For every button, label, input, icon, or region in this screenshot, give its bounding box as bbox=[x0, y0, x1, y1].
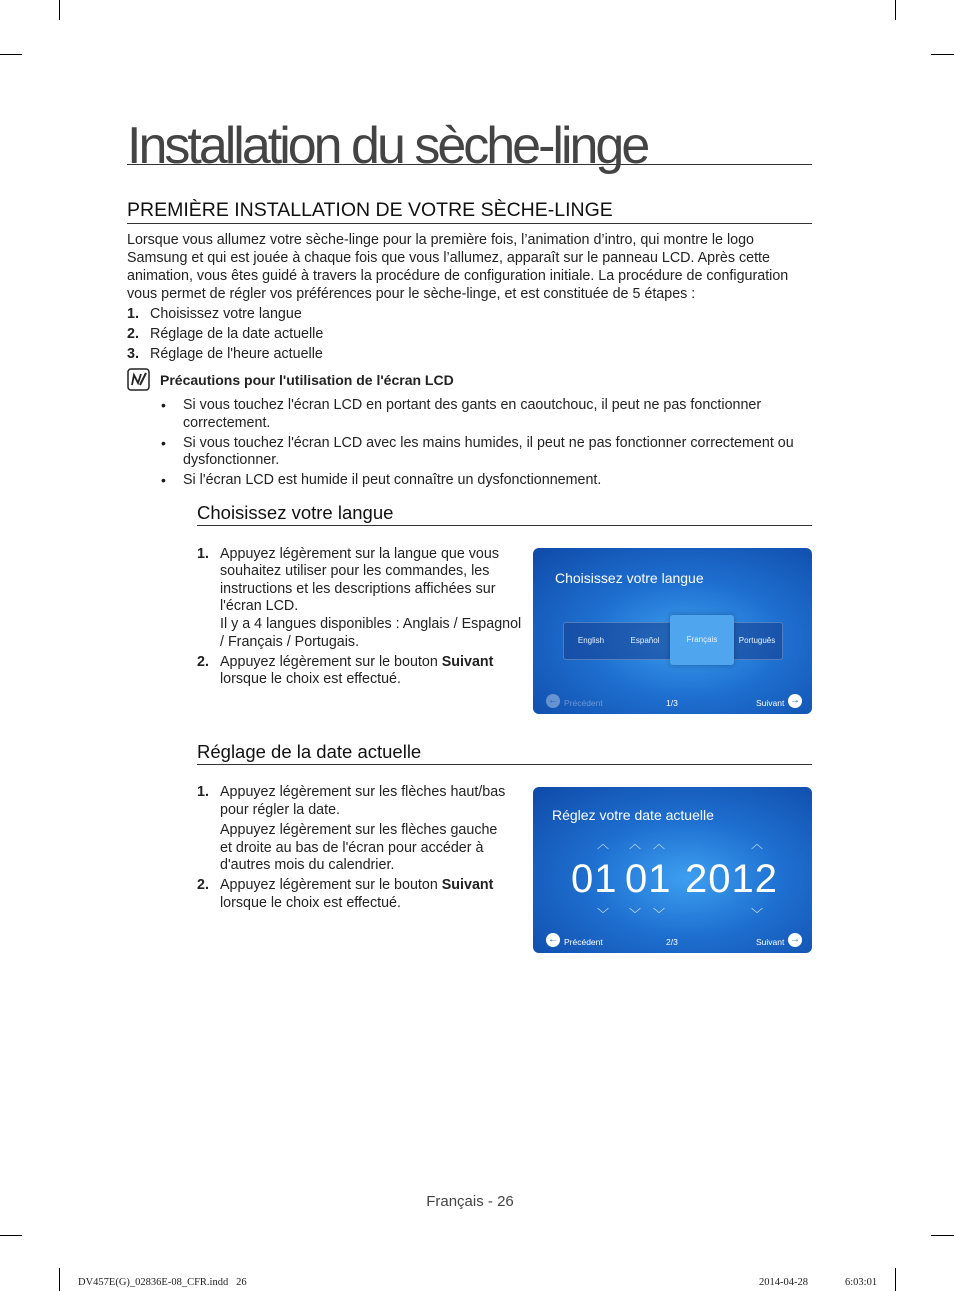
slug-date: 2014-04-28 bbox=[759, 1277, 808, 1288]
step-text: Appuyez légèrement sur la langue que vous bbox=[220, 546, 499, 562]
bullet-text: Si vous touchez l'écran LCD avec les mains humides, il peut ne pas fonctionner correctement ou bbox=[183, 435, 794, 451]
slug-time: 6:03:01 bbox=[845, 1277, 878, 1288]
step-text: pour régler la date. bbox=[220, 802, 341, 818]
month-up-arrow-icon[interactable]: ︿ bbox=[597, 837, 610, 851]
day-down-arrow-icon[interactable]: ﹀ bbox=[629, 907, 642, 921]
step-text: souhaitez utiliser pour les commandes, les bbox=[220, 563, 490, 579]
language-screen bbox=[533, 548, 812, 714]
page-indicator: 2/3 bbox=[666, 937, 678, 947]
crop-mark bbox=[895, 0, 896, 20]
page-footer: Français - 26 bbox=[426, 1193, 514, 1210]
step-number: 3. bbox=[127, 346, 139, 362]
year-up-arrow-icon[interactable]: ︿ bbox=[751, 837, 764, 851]
day-value: 01 bbox=[625, 857, 672, 901]
step-text: Appuyez légèrement sur les flèches gauche bbox=[220, 822, 498, 838]
page-title: Installation du sèche-linge bbox=[127, 118, 812, 165]
year-down-arrow-icon[interactable]: ﹀ bbox=[751, 907, 764, 921]
step-text: l'écran LCD. bbox=[220, 598, 299, 614]
month-down-arrow-icon[interactable]: ﹀ bbox=[597, 907, 610, 921]
step-text: Réglage de la date actuelle bbox=[150, 326, 324, 342]
step-text: Réglage de l'heure actuelle bbox=[150, 346, 323, 362]
screen-title: Réglez votre date actuelle bbox=[552, 807, 714, 823]
step-text: instructions et les descriptions affichées sur bbox=[220, 581, 496, 597]
language-option-espanol[interactable]: Español bbox=[630, 636, 660, 645]
bullet-dot: • bbox=[161, 435, 166, 451]
step-text: Choisissez votre langue bbox=[150, 306, 302, 322]
bullet-text: dysfonctionner. bbox=[183, 452, 280, 468]
step-text bbox=[220, 876, 493, 894]
day-up-arrow-icon[interactable]: ︿ bbox=[629, 837, 642, 851]
step-text: Il y a 4 langues disponibles : Anglais / Espagnol bbox=[220, 616, 522, 632]
step-text: et droite au bas de l'écran pour accéder à bbox=[220, 840, 484, 856]
forward-arrow-icon[interactable]: → bbox=[790, 934, 800, 945]
bullet-dot: • bbox=[161, 472, 166, 488]
step-number: 1. bbox=[127, 306, 139, 322]
slug-file: DV457E(G)_02836E-08_CFR.indd 26 bbox=[78, 1277, 247, 1288]
step-text: lorsque le choix est effectué. bbox=[220, 895, 401, 911]
prev-button-label[interactable]: Précédent bbox=[564, 937, 603, 947]
date-heading: Réglage de la date actuelle bbox=[197, 741, 812, 765]
language-option-english[interactable]: English bbox=[577, 636, 605, 645]
crop-mark bbox=[0, 1235, 22, 1236]
crop-mark bbox=[0, 54, 22, 55]
page-indicator: 1/3 bbox=[666, 698, 678, 708]
section-heading: PREMIÈRE INSTALLATION DE VOTRE SÈCHE-LINGE bbox=[127, 198, 812, 224]
crop-mark bbox=[59, 1268, 60, 1291]
intro-line: Lorsque vous allumez votre sèche-linge pour la première fois, l’animation d’intro, qui montre le logo bbox=[127, 232, 755, 248]
suivant-label: Suivant bbox=[441, 877, 494, 893]
crop-mark bbox=[931, 1235, 954, 1236]
date-screen bbox=[533, 787, 812, 953]
step-number: 1. bbox=[197, 546, 209, 562]
month-value: 01 bbox=[571, 857, 618, 901]
next-button-label[interactable]: Suivant bbox=[756, 698, 785, 708]
day-down-arrow-icon[interactable]: ﹀ bbox=[653, 907, 666, 921]
year-value: 2012 bbox=[685, 857, 778, 901]
language-selector bbox=[563, 622, 783, 660]
suivant-label: Suivant bbox=[441, 654, 494, 670]
step-text: d'autres mois du calendrier. bbox=[220, 857, 395, 873]
step-text: Appuyez légèrement sur les flèches haut/bas bbox=[220, 784, 506, 800]
step-number: 2. bbox=[197, 877, 209, 893]
bullet-text: correctement. bbox=[183, 415, 271, 431]
step-text: / Français / Portugais. bbox=[220, 634, 360, 650]
intro-line: animation, vous êtes guidé à travers la procédure de configuration initiale. La procédure de configuration bbox=[127, 268, 789, 284]
step-number: 2. bbox=[127, 326, 139, 342]
language-option-portugues[interactable]: Português bbox=[738, 636, 776, 645]
language-heading: Choisissez votre langue bbox=[197, 502, 812, 526]
step-number: 1. bbox=[197, 784, 209, 800]
crop-mark bbox=[895, 1268, 896, 1291]
day-up-arrow-icon[interactable]: ︿ bbox=[653, 837, 666, 851]
back-arrow-icon[interactable]: ← bbox=[548, 695, 558, 706]
note-title: Précautions pour l'utilisation de l'écran LCD bbox=[160, 372, 454, 388]
step-number: 2. bbox=[197, 654, 209, 670]
next-button-label[interactable]: Suivant bbox=[756, 937, 785, 947]
crop-mark bbox=[931, 54, 954, 55]
bullet-dot: • bbox=[161, 397, 166, 413]
intro-line: vous permet de régler vos préférences pour le sèche-linge, et est constituée de 5 étapes : bbox=[127, 286, 696, 302]
screen-title: Choisissez votre langue bbox=[555, 570, 704, 586]
crop-mark bbox=[59, 0, 60, 20]
intro-line: Samsung et qui est jouée à chaque fois que vous l’allumez, apparaît sur le panneau LCD. Après cette bbox=[127, 250, 770, 266]
language-option-francais[interactable]: Français bbox=[670, 615, 734, 665]
forward-arrow-icon[interactable]: → bbox=[790, 695, 800, 706]
prev-button-label[interactable]: Précédent bbox=[564, 698, 603, 708]
step-text bbox=[220, 653, 493, 671]
step-text-part: Appuyez légèrement sur le bouton bbox=[220, 654, 442, 670]
back-arrow-icon[interactable]: ← bbox=[548, 934, 558, 945]
bullet-text: Si l'écran LCD est humide il peut connaître un dysfonctionnement. bbox=[183, 472, 602, 488]
note-icon bbox=[127, 368, 149, 390]
step-text-part: Appuyez légèrement sur le bouton bbox=[220, 877, 442, 893]
step-text: lorsque le choix est effectué. bbox=[220, 671, 401, 687]
bullet-text: Si vous touchez l'écran LCD en portant des gants en caoutchouc, il peut ne pas fonctionner bbox=[183, 397, 762, 413]
